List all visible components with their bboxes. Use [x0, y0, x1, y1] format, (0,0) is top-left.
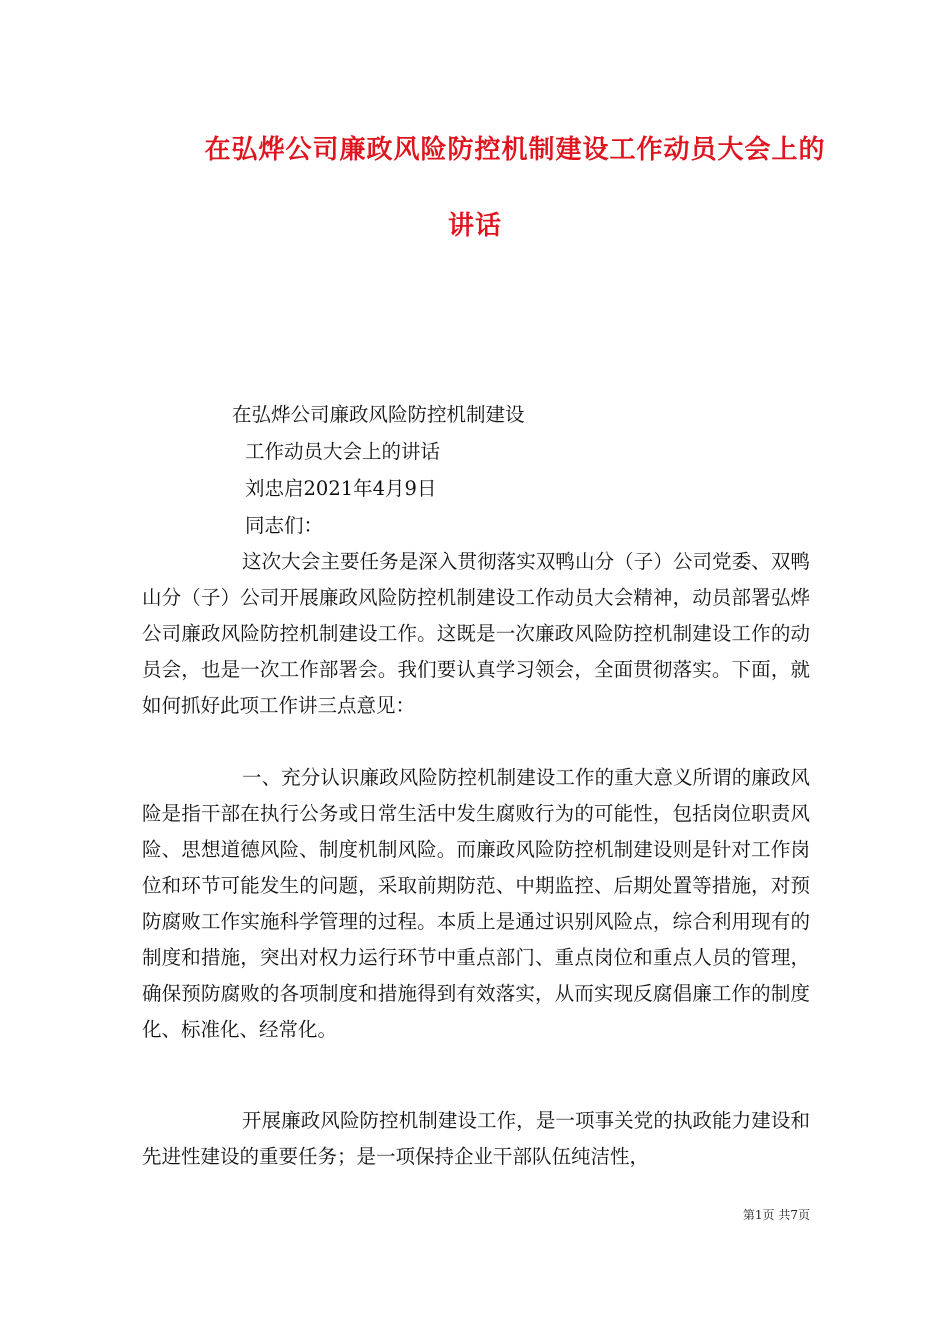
document-title-line-1: 在弘烨公司廉政风险防控机制建设工作动员大会上的 — [204, 135, 826, 165]
paragraph-3: 开展廉政风险防控机制建设工作，是一项事关党的执政能力建设和先进性建设的重要任务；是一项保持企业干部队伍纯洁性， — [142, 1109, 810, 1168]
author-date: 刘忠启2021年4月9日 — [245, 477, 437, 500]
salutation: 同志们： — [245, 514, 324, 537]
paragraph-1: 这次大会主要任务是深入贯彻落实双鸭山分（子）公司党委、双鸭山分（子）公司开展廉政风险防控机制建设工作动员大会精神，动员部署弘烨公司廉政风险防控机制建设工作。这既是一次廉政风险防控机制建设工作的动员会，也是一次工作部署会。我们要认真学习领会，全面贯彻落实。下面，就如何抓好此项工作讲三点意见： — [142, 550, 810, 717]
paragraph-2: 一、充分认识廉政风险防控机制建设工作的重大意义所谓的廉政风险是指干部在执行公务或日常生活中发生腐败行为的可能性，包括岗位职责风险、思想道德风险、制度机制风险。而廉政风险防控机制建设则是针对工作岗位和环节可能发生的问题，采取前期防范、中期监控、后期处置等措施，对预防腐败工作实施科学管理的过程。本质上是通过识别风险点，综合利用现有的制度和措施，突出对权力运行环节中重点部门、重点岗位和重点人员的管理，确保预防腐败的各项制度和措施得到有效落实，从而实现反腐倡廉工作的制度化、标准化、经常化。 — [142, 766, 810, 1041]
page-number: 第1页 共7页 — [742, 1208, 810, 1222]
speech-heading-line-1: 在弘烨公司廉政风险防控机制建设 — [232, 403, 525, 426]
speech-heading-line-2: 工作动员大会上的讲话 — [245, 440, 441, 463]
document-title-line-2: 讲话 — [447, 211, 502, 241]
